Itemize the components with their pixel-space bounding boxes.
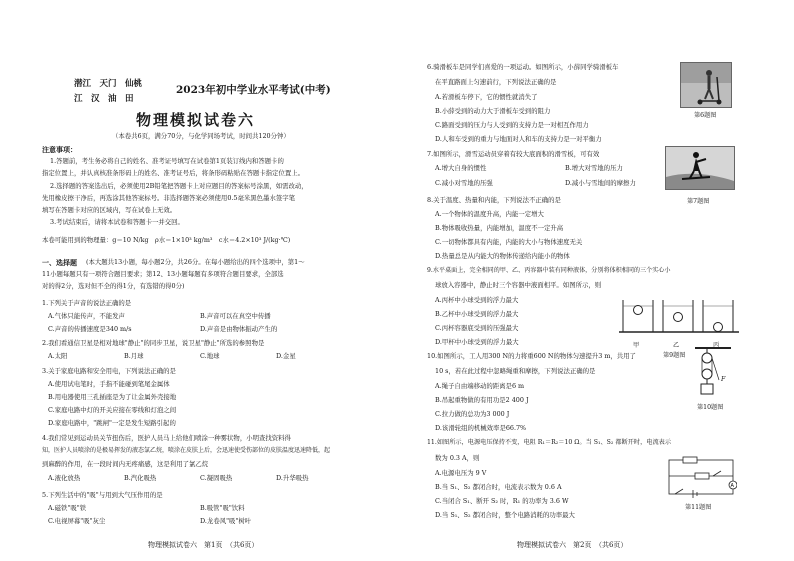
- question-stem: 2.我们看通信卫星是相对地球"静止"的同步卫星，说卫星"静止"所选的参照物是: [42, 339, 265, 347]
- question-stem: 7.如图所示，滑雪运动员穿着有较大底面积的滑雪板，可有效: [427, 150, 600, 158]
- option: C.当闭合 S₁、断开 S₂ 时，R₁ 的功率为 3.6 W: [435, 497, 569, 505]
- notice-heading: 注意事项：: [42, 145, 77, 154]
- question-stem: 6.骑滑板车是同学们喜爱的一项运动。如图所示，小薛同学骑滑板车: [427, 63, 619, 71]
- question-stem: 3.关于家庭电路和安全用电，下列说法正确的是: [42, 367, 176, 375]
- option: B.汽化吸热: [124, 474, 157, 482]
- containers-figure: [619, 294, 739, 340]
- option: D.当 S₁、S₂ 都闭合时，整个电路消耗的功率最大: [435, 511, 575, 519]
- section-desc: 11小题每题只有一项符合题目要求；第12、13小题每题有多项符合题目要求，全部选: [42, 270, 284, 278]
- pulley-figure: [695, 346, 731, 404]
- option: B.乙杯中小球受到的浮力最大: [435, 310, 519, 318]
- option: D.升华吸热: [276, 474, 309, 482]
- option: A.气体只能传声，不能发声: [48, 312, 125, 320]
- paper-title: 物理模拟试卷六: [136, 111, 256, 129]
- question-stem: 11.如图所示，电源电压保持不变，电阻 R₁＝R₂＝10 Ω。当 S₁、S₂ 都断开时，电流表示: [427, 439, 672, 446]
- figure-caption: 第10题图: [697, 404, 724, 411]
- notice-line: 填写在答题卡对应的区域内，写在试卷上无效。: [42, 206, 177, 214]
- page-footer: 物理模拟试卷六 第1页 （共6页）: [148, 541, 259, 549]
- option: D.家庭电路中，"跳闸"一定是发生短路引起的: [48, 419, 176, 427]
- question-stem: 1.下列关于声音的说法正确的是: [42, 299, 132, 307]
- paper-note: （本卷共6页，满分70分，与化学同场考试，时间共120分钟）: [112, 132, 290, 140]
- figure-caption: 第6题图: [694, 112, 717, 119]
- option: C.凝固吸热: [200, 474, 233, 482]
- skier-photo: [665, 146, 735, 190]
- option: D.该滑轮组的机械效率是66.7%: [435, 424, 527, 432]
- figure-caption: 第11题图: [685, 504, 712, 511]
- question-stem: 4.我们常见到运动员关节扭伤后，医护人员马上给他们喷涂一种雾状物，小明查找资料得: [42, 434, 291, 442]
- option: C.电视屏幕"吸"灰尘: [48, 517, 106, 525]
- notice-line: 指定位置上，并认真核准条形码上的姓名、准考证号后，将条形码粘贴在答题卡指定位置上。: [42, 169, 305, 177]
- option: A.若滑板车停下，它的惯性就消失了: [435, 93, 538, 101]
- question-stem: 10 s，若在此过程中忽略绳重和摩擦，下列说法正确的是: [435, 367, 596, 375]
- option: C.路面受到的压力与人受到的支持力是一对相互作用力: [435, 121, 589, 129]
- option: B.小薛受到的动力大于滑板车受到的阻力: [435, 107, 551, 115]
- section-desc: 对的得2分，选对但不全的得1分，有选错的得0分): [42, 282, 185, 290]
- option: C.一切物体都具有内能，内能的大小与物体速度无关: [435, 238, 583, 246]
- option: D.龙卷风"吸"树叶: [200, 517, 252, 525]
- option: A.一个物体的温度升高，内能一定增大: [435, 210, 544, 218]
- option: B.声音可以在真空中传播: [200, 312, 271, 320]
- question-stem: 知，医护人员喷涂的是极易挥发的液态氯乙烷，喷涂在皮肤上后，会迅速使受伤部位的皮肤温度迅速降低，起: [42, 447, 331, 454]
- option: B.物体吸收热量，内能增加，温度不一定升高: [435, 224, 564, 232]
- pulley-system-icon: [695, 346, 731, 400]
- circuit-figure: [665, 456, 737, 504]
- notice-line: 先用橡皮擦干净后，再选涂其他答案标号。非选择题答案必须使用0.5毫米黑色墨水签字笔: [42, 194, 296, 202]
- containers-diagram-icon: [619, 294, 739, 336]
- figure-caption: 第7题图: [687, 198, 710, 205]
- question-stem: 10.如图所示，工人用300 N的力将重600 N的物体匀速提升3 m，共用了: [427, 352, 636, 360]
- section-heading: 一、选择题: [42, 258, 77, 267]
- option: D.人和车受到的重力与地面对人和车的支持力是一对平衡力: [435, 135, 602, 143]
- option: A.增大自身的惯性: [435, 164, 487, 172]
- option: B.当 S₁、S₂ 都闭合时，电流表示数为 0.6 A: [435, 483, 562, 491]
- option: A.绳子自由端移动的距离是6 m: [435, 382, 525, 390]
- option: D.声音是由物体振动产生的: [200, 325, 278, 333]
- container-label: 丙: [713, 342, 720, 349]
- option: D.金星: [276, 352, 296, 360]
- option: D.热量总是从内能大的物体传递给内能小的物体: [435, 252, 570, 260]
- force-label: F: [721, 376, 726, 383]
- option: B.增大对雪地的压力: [565, 164, 623, 172]
- option: B.用电器使用三孔插座是为了让金属外壳接地: [48, 393, 177, 401]
- question-stem: 数为 0.3 A，则: [435, 454, 480, 462]
- option: C.减小对雪地的压强: [435, 179, 493, 187]
- question-stem: 到麻醉的作用，在一段时间内无疼痛感，这是利用了氯乙烷: [42, 460, 209, 468]
- option: C.丙杯容器底受到的压强最大: [435, 324, 519, 332]
- question-stem: 在平直路面上匀速前行，下列说法正确的是: [435, 78, 557, 86]
- option: B.吸管"吸"饮料: [200, 504, 245, 512]
- option: B.月球: [124, 352, 144, 360]
- option: B.吊起重物做的有用功是2 400 J: [435, 396, 529, 404]
- scooter-rider-icon: [681, 63, 731, 107]
- option: A.电源电压为 9 V: [435, 469, 487, 477]
- option: A.使用试电笔时，手指不能碰到笔尾金属体: [48, 380, 170, 388]
- page-footer: 物理模拟试卷六 第2页 （共6页）: [517, 541, 628, 549]
- option: A.磁铁"吸"铁: [48, 504, 87, 512]
- page-right: [397, 0, 794, 561]
- container-label: 甲: [633, 342, 640, 349]
- skier-icon: [666, 147, 734, 189]
- question-stem: 球放入容器中，静止时三个容器中液面相平。如图所示，则: [435, 281, 602, 289]
- notice-line: 3.考试结束后，请将本试卷和答题卡一并交回。: [50, 218, 184, 226]
- constants-line: 本卷可能用到的物理量：g＝10 N/kg ρ水＝1×10³ kg/m³ c水＝4.2×10³ J/(kg·℃): [42, 236, 291, 244]
- option: D.减小与雪地间的摩擦力: [565, 179, 636, 187]
- option: A.太阳: [48, 352, 68, 360]
- option: C.声音的传播速度是340 m/s: [48, 325, 132, 333]
- circuit-diagram-icon: [665, 456, 737, 500]
- figure-caption: 第9题图: [663, 352, 686, 359]
- question-stem: 5.下列生活中的"吸"与用到大气压作用的是: [42, 491, 163, 499]
- region-line-1: 潜江 天门 仙桃: [74, 79, 143, 89]
- question-stem: 9.水平桌面上，完全相同的甲、乙、丙容器中装有同种液体，分别将体积相同的三个实心小: [427, 267, 671, 274]
- question-stem: 8.关于温度、热量和内能，下列说法不正确的是: [427, 196, 561, 204]
- option: A.丙杯中小球受到的浮力最大: [435, 296, 519, 304]
- option: C.家庭电路中灯的开关应接在零线和灯泡之间: [48, 406, 177, 414]
- region-line-2: 江 汉 油 田: [74, 94, 134, 104]
- section-desc: (本大题共13小题，每小题2分，共26分。在每小题给出的四个选项中，第1～: [86, 258, 305, 266]
- option: C.地球: [200, 352, 220, 360]
- container-label: 乙: [673, 342, 680, 349]
- option: C.拉力做的总功为3 000 J: [435, 410, 510, 418]
- exam-title: 2023年初中学业水平考试(中考): [176, 84, 331, 96]
- notice-line: 2.选择题的答案选出后，必须使用2B铅笔把答题卡上对应题目的答案标号涂黑，如需改动，: [50, 182, 308, 190]
- svg-text:A: A: [730, 483, 734, 489]
- scooter-photo: [680, 62, 732, 108]
- notice-line: 1.答题前，考生务必将自己的姓名、准考证号填写在试卷第1页装订线内和答题卡的: [50, 157, 284, 165]
- option: A.液化放热: [48, 474, 81, 482]
- option: D.甲杯中小球受到的浮力最大: [435, 338, 519, 346]
